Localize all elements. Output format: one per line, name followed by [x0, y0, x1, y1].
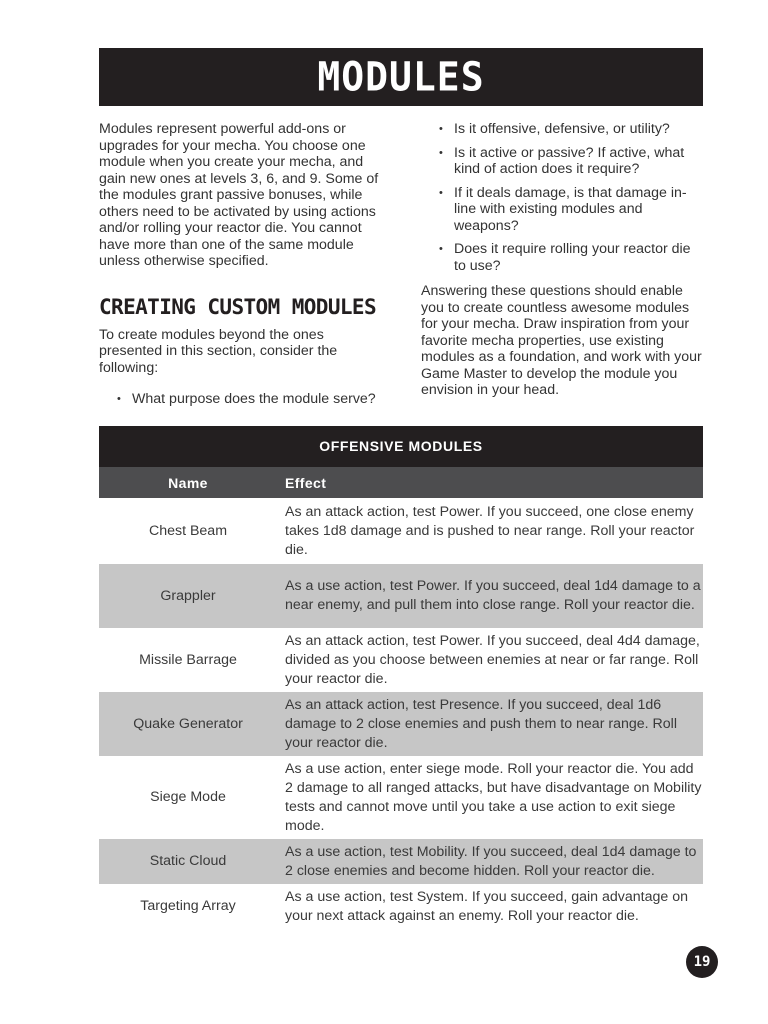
table-row	[99, 884, 703, 929]
module-name: Grappler	[160, 587, 216, 604]
module-effect: As a use action, test Mobility. If you succeed, deal 1d4 damage to 2 close enemies and become hidden. Roll your reactor die.	[285, 843, 697, 879]
table-header-row	[99, 466, 703, 498]
module-effect: As a use action, test System. If you succeed, gain advantage on your next attack against an enemy. Roll your reactor die.	[285, 888, 689, 924]
list-item: • What purpose does the module serve?	[117, 391, 376, 407]
list-item: • Is it active or passive? If active, what kind of action does it require?	[439, 144, 685, 177]
module-effect: As a use action, enter siege mode. Roll your reactor die. You add 2 damage to all ranged attacks, but have disadvantage on Mobility tests and cannot move until you take a use action to exit siege mode.	[285, 760, 702, 834]
intro-paragraph: Modules represent powerful add-ons or upgrades for your mecha. You choose one module when you create your mecha, and gain new ones at levels 3, 6, and 9. Some of the modules grant passive bonuses, while others need to be activated by using actions and/or rolling your reactor die. You cannot have more than one of the same module unless otherwise specified.	[99, 121, 379, 269]
module-name: Targeting Array	[140, 898, 236, 914]
page-title: MODULES	[317, 53, 485, 101]
right-column	[421, 121, 705, 399]
page-title-banner	[99, 48, 703, 106]
table-row	[99, 839, 703, 884]
module-name: Siege Mode	[150, 789, 226, 805]
page-number-badge	[686, 946, 718, 978]
question-list-right	[421, 121, 705, 274]
table-title: OFFENSIVE MODULES	[99, 426, 703, 466]
module-name: Missile Barrage	[139, 651, 237, 668]
bullet-icon: •	[439, 243, 443, 255]
module-name: Chest Beam	[148, 522, 228, 539]
list-item: • Is it offensive, defensive, or utility?	[439, 121, 670, 137]
bullet-icon: •	[439, 146, 443, 159]
column-header-name: Name	[168, 474, 208, 491]
list-item: • If it deals damage, is that damage in-line with existing modules and weapons?	[439, 184, 687, 234]
table-row	[99, 692, 703, 756]
module-name: Static Cloud	[149, 853, 227, 869]
table-row	[99, 498, 703, 564]
module-effect: As an attack action, test Power. If you succeed, one close enemy takes 1d8 damage and is pushed to near range. Roll your reactor die.	[285, 503, 695, 558]
offensive-modules-table	[99, 426, 703, 929]
left-column	[99, 121, 387, 416]
module-effect: As an attack action, test Power. If you succeed, deal 4d4 damage, divided as you choose between enemies at near or far range. Roll your reactor die.	[285, 632, 700, 687]
bullet-icon: •	[117, 393, 121, 405]
section-intro: To create modules beyond the ones presented in this section, consider the following:	[99, 326, 338, 376]
column-header-effect: Effect	[285, 474, 327, 491]
module-effect: As an attack action, test Presence. If you succeed, deal 1d6 damage to 2 close enemies and push them to near range. Roll your reactor die.	[285, 696, 677, 751]
table-row	[99, 756, 703, 839]
bullet-icon: •	[439, 123, 443, 135]
page-number: 19	[693, 954, 711, 970]
list-item: • Does it require rolling your reactor die to use?	[439, 241, 691, 274]
section-heading: CREATING CUSTOM MODULES	[99, 294, 376, 319]
module-name: Quake Generator	[133, 715, 243, 732]
module-effect: As a use action, test Power. If you succeed, deal 1d4 damage to a near enemy, and pull them into close range. Roll your reactor die.	[285, 578, 701, 613]
table-row	[99, 628, 703, 692]
bullet-icon: •	[439, 186, 443, 199]
question-list-left	[99, 391, 387, 408]
table-row	[99, 564, 703, 628]
closing-paragraph: Answering these questions should enable you to create countless awesome modules for your mecha. Draw inspiration from your favorite mecha properties, use existing modules as a foundation, and work with your Game Master to develop the module you envision in your head.	[421, 283, 702, 398]
